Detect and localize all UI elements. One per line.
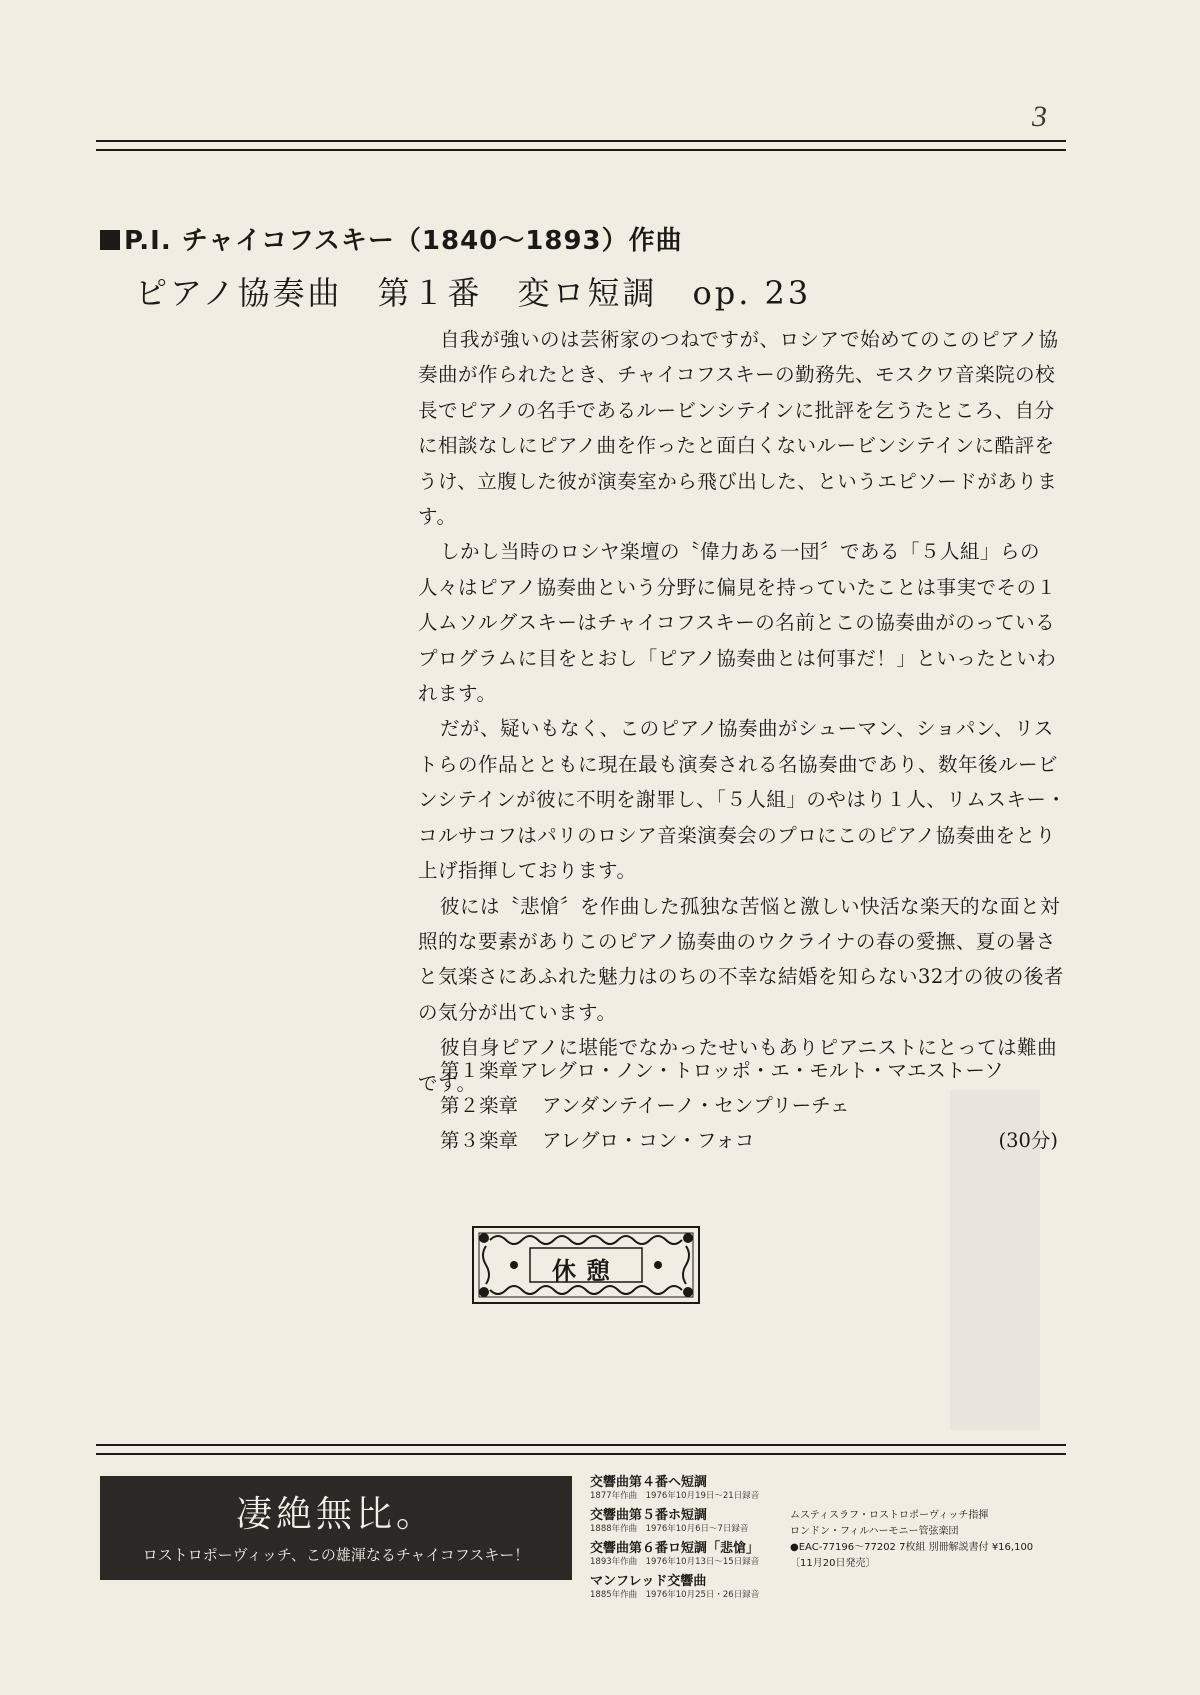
ad-work-title: 交響曲第６番ロ短調「悲愴」	[590, 1541, 760, 1556]
movement-number: 第３楽章	[440, 1129, 519, 1152]
ad-work-item	[590, 1507, 785, 1535]
intermission-label: 休憩	[552, 1257, 620, 1285]
ad-release-date: 〔11月20日発売〕	[790, 1558, 876, 1569]
ad-work-title: マンフレッド交響曲	[590, 1574, 707, 1589]
paragraph: だが、疑いもなく、このピアノ協奏曲がシューマン、ショパン、リストらの作品とともに現在最も演奏される名協奏曲であり、数年後ルービンシテインが彼に不明を謝罪し、「５人組」のやはり１人、リムスキー・コルサコフはパリのロシア音楽演奏会のプロにこのピアノ協奏曲をとり上げ指揮しております。	[418, 717, 1067, 883]
movement-name: アレグロ・ノン・トロッポ・エ・モルト・マエストーソ	[519, 1059, 1004, 1082]
bottom-double-rule	[96, 1444, 1066, 1455]
ad-work-title: 交響曲第４番ヘ短調	[590, 1475, 708, 1490]
movement-number: 第１楽章	[440, 1059, 519, 1082]
paragraph: しかし当時のロシヤ楽壇の〝偉力ある一団〞である「５人組」らの人々はピアノ協奏曲という分野に偏見を持っていたことは事実でその１人ムソルグスキーはチャイコフスキーの名前とこの協奏曲がのっているプログラムに目をとおし「ピアノ協奏曲とは何事だ！」といったといわれます。	[418, 540, 1057, 706]
ad-work-list	[590, 1474, 785, 1606]
paragraph: 彼自身ピアノに堪能でなかったせいもありピアニストにとっては難曲です。	[418, 1036, 1058, 1095]
ad-subline: ロストロポーヴィッチ、この雄渾なるチャイコフスキー！	[142, 1546, 530, 1564]
ad-work-detail: 1885年作曲 1976年10月25日・26日録音	[590, 1590, 760, 1600]
ad-headline: 凄絶無比。	[235, 1494, 436, 1535]
movement-name: アンダンテイーノ・センプリーチェ	[542, 1094, 850, 1117]
ad-release-info	[790, 1508, 1070, 1572]
page-number: 3	[1032, 100, 1047, 133]
paragraph: 彼には〝悲愴〞を作曲した孤独な苦悩と激しい快活な楽天的な面と対照的な要素がありこのピアノ協奏曲のウクライナの春の愛撫、夏の暑さと気楽さにあふれた魅力はのちの不幸な結婚を知らない32才の彼の後者の気分が出ています。	[418, 894, 1064, 1024]
ad-work-detail: 1888年作曲 1976年10月6日〜7日録音	[590, 1524, 749, 1534]
ad-conductor: ムスティスラフ・ロストロポーヴィッチ指揮	[790, 1510, 989, 1521]
intermission-ornament	[470, 1224, 702, 1306]
ad-work-title: 交響曲第５番ホ短調	[590, 1508, 708, 1523]
composer-heading	[100, 220, 683, 257]
ad-banner	[100, 1476, 572, 1580]
movement-duration	[1004, 1053, 1080, 1088]
paragraph: 自我が強いのは芸術家のつねですが、ロシアで始めてのこのピアノ協奏曲が作られたとき、チャイコフスキーの勤務先、モスクワ音楽院の校長でピアノの名手であるルービンシテインに批評を乞うたところ、自分に相談なしにピアノ曲を作ったと面白くないルービンシテインに酷評をうけ、立腹した彼が演奏室から飛び出した、というエピソードがあります。	[418, 328, 1059, 529]
work-title: ピアノ協奏曲 第１番 変ロ短調 op. 23	[135, 274, 812, 312]
movement-row	[440, 1088, 1080, 1123]
top-double-rule	[96, 140, 1066, 151]
movement-duration	[988, 1088, 1080, 1123]
ad-orchestra: ロンドン・フィルハーモニー管弦楽団	[790, 1526, 959, 1537]
movement-row	[440, 1053, 1080, 1088]
ad-work-item	[590, 1474, 785, 1502]
ad-work-item	[590, 1540, 785, 1568]
ad-work-detail: 1893年作曲 1976年10月13日〜15日録音	[590, 1557, 760, 1567]
movement-row	[440, 1123, 1080, 1158]
ad-work-item	[590, 1573, 785, 1601]
ad-work-detail: 1877年作曲 1976年10月19日〜21日録音	[590, 1491, 760, 1501]
ad-catalog: ●EAC-77196〜77202 7枚組 別冊解説書付 ¥16,100	[790, 1542, 1034, 1553]
square-bullet-icon	[100, 230, 120, 250]
movement-name: アレグロ・コン・フォコ	[542, 1129, 755, 1152]
program-notes	[418, 322, 1068, 1101]
movement-list	[440, 1053, 1080, 1158]
movement-duration: (30分)	[998, 1129, 1058, 1152]
composer-text: P.I. チャイコフスキー（1840〜1893）作曲	[124, 226, 683, 256]
movement-number: 第２楽章	[440, 1094, 519, 1117]
